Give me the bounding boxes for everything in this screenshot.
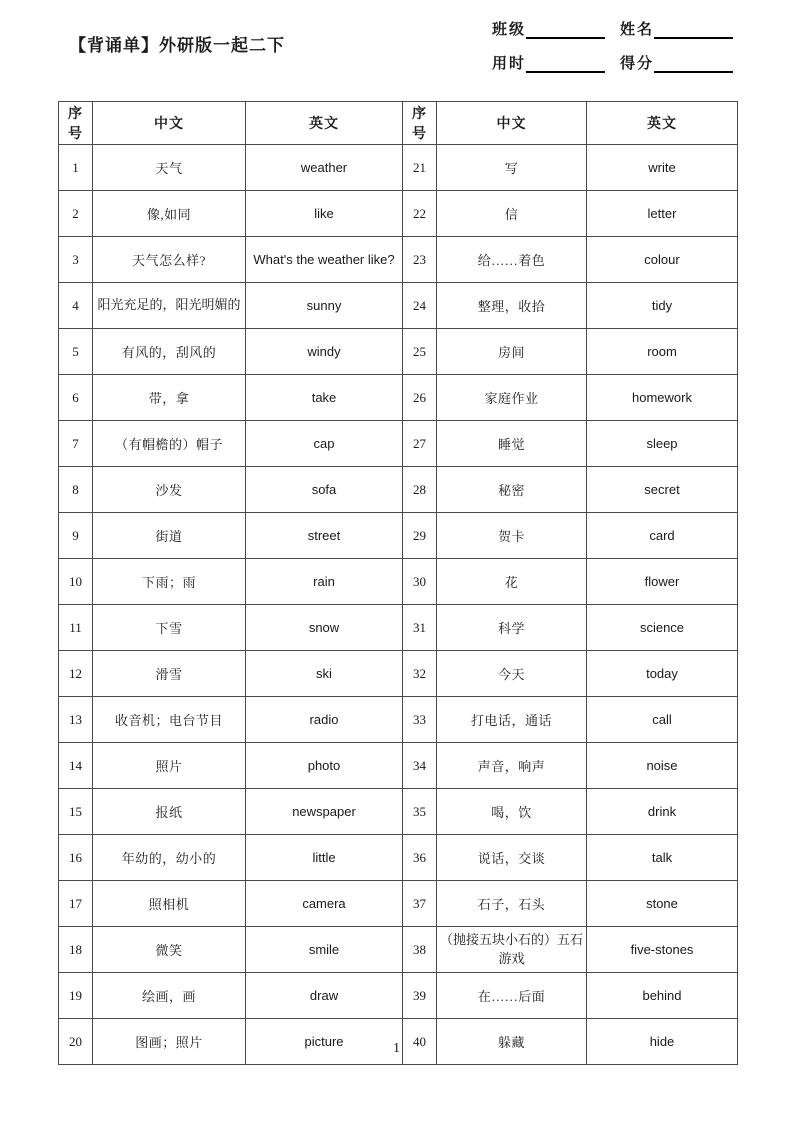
index-cell: 13 [59,697,93,743]
chinese-cell: 微笑 [93,927,246,973]
index-cell: 36 [403,835,437,881]
english-cell: sofa [246,467,403,513]
index-cell: 40 [403,1019,437,1065]
chinese-cell: 科学 [437,605,587,651]
table-row [59,329,738,375]
chinese-cell: 阳光充足的，阳光明媚的 [93,283,246,329]
index-cell: 20 [59,1019,93,1065]
english-cell: call [587,697,738,743]
chinese-cell: 天气怎么样? [93,237,246,283]
index-cell: 34 [403,743,437,789]
chinese-cell: 信 [437,191,587,237]
english-cell: sleep [587,421,738,467]
vocabulary-table-body [59,145,738,1065]
english-cell: smile [246,927,403,973]
english-cell: photo [246,743,403,789]
chinese-cell: 带，拿 [93,375,246,421]
chinese-cell: 下雪 [93,605,246,651]
chinese-cell: 沙发 [93,467,246,513]
index-cell: 8 [59,467,93,513]
name-field-label: 姓名 [620,22,655,38]
chinese-cell: 今天 [437,651,587,697]
index-cell: 7 [59,421,93,467]
name-field [620,18,733,39]
index-cell: 21 [403,145,437,191]
english-cell: sunny [246,283,403,329]
english-cell: picture [246,1019,403,1065]
chinese-cell: 街道 [93,513,246,559]
chinese-cell: （有帽檐的）帽子 [93,421,246,467]
header-chinese-right: 中文 [437,102,587,145]
chinese-cell: 打电话，通话 [437,697,587,743]
english-cell: radio [246,697,403,743]
chinese-cell: 报纸 [93,789,246,835]
english-cell: letter [587,191,738,237]
english-cell: card [587,513,738,559]
index-cell: 1 [59,145,93,191]
chinese-cell: 有风的，刮风的 [93,329,246,375]
chinese-cell: 花 [437,559,587,605]
index-cell: 37 [403,881,437,927]
index-cell: 25 [403,329,437,375]
table-row [59,743,738,789]
english-cell: colour [587,237,738,283]
index-cell: 39 [403,973,437,1019]
english-cell: take [246,375,403,421]
table-row [59,605,738,651]
name-field-blank-line [654,22,733,39]
english-cell: homework [587,375,738,421]
table-row [59,237,738,283]
english-cell: windy [246,329,403,375]
header-english-left: 英文 [246,102,403,145]
english-cell: like [246,191,403,237]
english-cell: snow [246,605,403,651]
index-cell: 27 [403,421,437,467]
index-cell: 10 [59,559,93,605]
index-cell: 14 [59,743,93,789]
english-cell: ski [246,651,403,697]
english-cell: street [246,513,403,559]
page-number: 1 [393,1041,400,1056]
chinese-cell: 绘画，画 [93,973,246,1019]
time-used-field [492,52,605,73]
chinese-cell: 喝，饮 [437,789,587,835]
table-row [59,697,738,743]
index-cell: 23 [403,237,437,283]
table-row [59,375,738,421]
table-row [59,789,738,835]
english-cell: camera [246,881,403,927]
chinese-cell: 石子，石头 [437,881,587,927]
english-cell: behind [587,973,738,1019]
chinese-cell: 贺卡 [437,513,587,559]
table-row [59,421,738,467]
english-cell: science [587,605,738,651]
index-cell: 16 [59,835,93,881]
index-cell: 38 [403,927,437,973]
english-cell: weather [246,145,403,191]
index-cell: 22 [403,191,437,237]
index-cell: 32 [403,651,437,697]
english-cell: five-stones [587,927,738,973]
english-cell: draw [246,973,403,1019]
english-cell: cap [246,421,403,467]
chinese-cell: （抛接五块小石的）五石游戏 [437,927,587,973]
chinese-cell: 年幼的，幼小的 [93,835,246,881]
chinese-cell: 声音，响声 [437,743,587,789]
header-chinese-left: 中文 [93,102,246,145]
english-cell: talk [587,835,738,881]
header-row [59,102,738,145]
english-cell: drink [587,789,738,835]
table-row [59,191,738,237]
chinese-cell: 秘密 [437,467,587,513]
index-cell: 28 [403,467,437,513]
index-cell: 11 [59,605,93,651]
header-fields-row-2 [492,52,733,73]
table-row [59,513,738,559]
table-row [59,927,738,973]
index-cell: 35 [403,789,437,835]
index-cell: 5 [59,329,93,375]
index-cell: 24 [403,283,437,329]
index-cell: 33 [403,697,437,743]
index-cell: 17 [59,881,93,927]
chinese-cell: 在……后面 [437,973,587,1019]
index-cell: 4 [59,283,93,329]
class-field-label: 班级 [492,22,527,38]
english-cell: newspaper [246,789,403,835]
chinese-cell: 照相机 [93,881,246,927]
index-cell: 12 [59,651,93,697]
chinese-cell: 滑雪 [93,651,246,697]
index-cell: 30 [403,559,437,605]
chinese-cell: 给……着色 [437,237,587,283]
chinese-cell: 说话，交谈 [437,835,587,881]
time-used-field-label: 用时 [492,56,527,72]
english-cell: stone [587,881,738,927]
chinese-cell: 躲藏 [437,1019,587,1065]
chinese-cell: 收音机；电台节目 [93,697,246,743]
chinese-cell: 睡觉 [437,421,587,467]
chinese-cell: 天气 [93,145,246,191]
index-cell: 9 [59,513,93,559]
table-row [59,651,738,697]
index-cell: 19 [59,973,93,1019]
english-cell: room [587,329,738,375]
english-cell: hide [587,1019,738,1065]
english-cell: write [587,145,738,191]
table-row [59,145,738,191]
index-cell: 31 [403,605,437,651]
table-row [59,881,738,927]
header-index-left: 序号 [59,102,93,145]
table-row [59,973,738,1019]
table-row [59,467,738,513]
header-english-right: 英文 [587,102,738,145]
english-cell: secret [587,467,738,513]
english-cell: noise [587,743,738,789]
vocabulary-table [58,101,738,1065]
chinese-cell: 整理，收拾 [437,283,587,329]
english-cell: rain [246,559,403,605]
english-cell: What's the weather like? [246,237,403,283]
time-used-field-blank-line [526,56,605,73]
score-field-label: 得分 [620,56,655,72]
index-cell: 6 [59,375,93,421]
header-fields-row-1 [492,18,733,39]
score-field-blank-line [654,56,733,73]
table-row [59,835,738,881]
index-cell: 29 [403,513,437,559]
header-index-right: 序号 [403,102,437,145]
index-cell: 2 [59,191,93,237]
class-field-blank-line [526,22,605,39]
chinese-cell: 家庭作业 [437,375,587,421]
chinese-cell: 图画；照片 [93,1019,246,1065]
table-row [59,283,738,329]
chinese-cell: 房间 [437,329,587,375]
chinese-cell: 下雨；雨 [93,559,246,605]
vocabulary-table-header [59,102,738,145]
english-cell: flower [587,559,738,605]
index-cell: 3 [59,237,93,283]
score-field [620,52,733,73]
english-cell: little [246,835,403,881]
english-cell: today [587,651,738,697]
index-cell: 18 [59,927,93,973]
index-cell: 15 [59,789,93,835]
document-title: 【背诵单】外研版一起二下 [69,36,285,55]
chinese-cell: 写 [437,145,587,191]
english-cell: tidy [587,283,738,329]
table-row [59,559,738,605]
class-field [492,18,605,39]
index-cell: 26 [403,375,437,421]
chinese-cell: 像,如同 [93,191,246,237]
chinese-cell: 照片 [93,743,246,789]
